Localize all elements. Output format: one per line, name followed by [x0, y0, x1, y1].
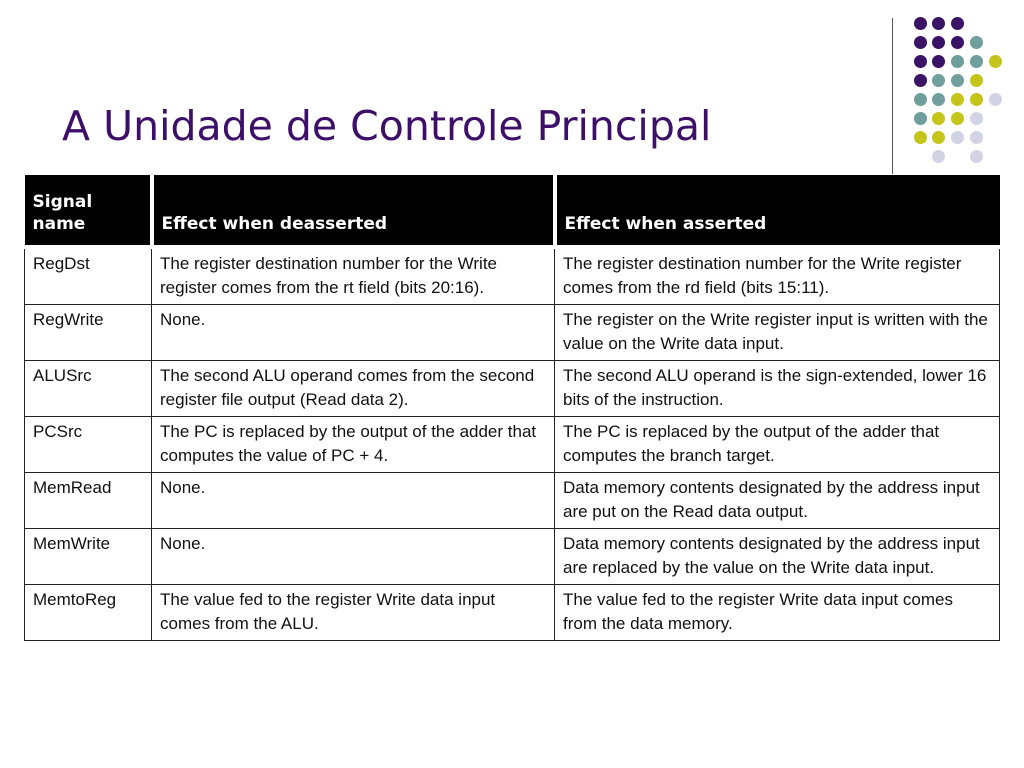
decorative-dot: [914, 93, 927, 106]
signal-name-cell: RegDst: [25, 247, 152, 305]
table-row: [25, 305, 1000, 361]
decorative-dot: [914, 36, 927, 49]
decorative-dot: [970, 150, 983, 163]
signal-name-cell: PCSrc: [25, 417, 152, 473]
table-row: [25, 473, 1000, 529]
decorative-dot: [932, 93, 945, 106]
table-row: [25, 529, 1000, 585]
decorative-dot: [951, 112, 964, 125]
decorative-dot: [914, 112, 927, 125]
control-signal-table: [24, 175, 1000, 641]
decorative-dot: [989, 93, 1002, 106]
decorative-dot: [932, 150, 945, 163]
table-row: [25, 361, 1000, 417]
decorative-dot: [951, 74, 964, 87]
asserted-effect-cell: Data memory contents designated by the address input are replaced by the value on the Write data input.: [555, 529, 1000, 585]
decorative-dot: [970, 93, 983, 106]
decorative-dot: [932, 131, 945, 144]
deasserted-effect-cell: The second ALU operand comes from the second register file output (Read data 2).: [152, 361, 555, 417]
table-header-row: [25, 175, 1000, 247]
title-divider-line: [892, 18, 893, 174]
decorative-dot: [970, 131, 983, 144]
deasserted-effect-cell: The PC is replaced by the output of the adder that computes the value of PC + 4.: [152, 417, 555, 473]
header-signal-name: Signal name: [25, 175, 152, 247]
signal-name-cell: MemWrite: [25, 529, 152, 585]
slide-title: A Unidade de Controle Principal: [62, 102, 712, 150]
deasserted-effect-cell: The value fed to the register Write data input comes from the ALU.: [152, 585, 555, 641]
decorative-dot: [951, 131, 964, 144]
asserted-effect-cell: The register destination number for the Write register comes from the rd field (bits 15:11).: [555, 247, 1000, 305]
asserted-effect-cell: The second ALU operand is the sign-extended, lower 16 bits of the instruction.: [555, 361, 1000, 417]
deasserted-effect-cell: The register destination number for the Write register comes from the rt field (bits 20:16).: [152, 247, 555, 305]
asserted-effect-cell: Data memory contents designated by the address input are put on the Read data output.: [555, 473, 1000, 529]
decorative-dot: [951, 93, 964, 106]
decorative-dot: [989, 55, 1002, 68]
decorative-dot: [970, 112, 983, 125]
signal-name-cell: ALUSrc: [25, 361, 152, 417]
decorative-dot: [932, 55, 945, 68]
asserted-effect-cell: The PC is replaced by the output of the adder that computes the branch target.: [555, 417, 1000, 473]
decorative-dot: [951, 36, 964, 49]
asserted-effect-cell: The register on the Write register input is written with the value on the Write data input.: [555, 305, 1000, 361]
decorative-dot: [970, 55, 983, 68]
signal-name-cell: MemRead: [25, 473, 152, 529]
table-row: [25, 247, 1000, 305]
decorative-dot: [932, 36, 945, 49]
signal-name-cell: RegWrite: [25, 305, 152, 361]
signal-name-cell: MemtoReg: [25, 585, 152, 641]
decorative-dot: [914, 131, 927, 144]
decorative-dot: [914, 55, 927, 68]
header-effect-asserted: Effect when asserted: [555, 175, 1000, 247]
decorative-dot: [970, 74, 983, 87]
table-row: [25, 585, 1000, 641]
decorative-dot: [914, 17, 927, 30]
deasserted-effect-cell: None.: [152, 529, 555, 585]
deasserted-effect-cell: None.: [152, 305, 555, 361]
table-row: [25, 417, 1000, 473]
decorative-dot: [951, 17, 964, 30]
decorative-dot: [932, 112, 945, 125]
header-effect-deasserted: Effect when deasserted: [152, 175, 555, 247]
decorative-dot: [932, 74, 945, 87]
decorative-dot: [932, 17, 945, 30]
decorative-dot: [914, 74, 927, 87]
asserted-effect-cell: The value fed to the register Write data input comes from the data memory.: [555, 585, 1000, 641]
decorative-dot: [951, 55, 964, 68]
decorative-dot: [970, 36, 983, 49]
deasserted-effect-cell: None.: [152, 473, 555, 529]
